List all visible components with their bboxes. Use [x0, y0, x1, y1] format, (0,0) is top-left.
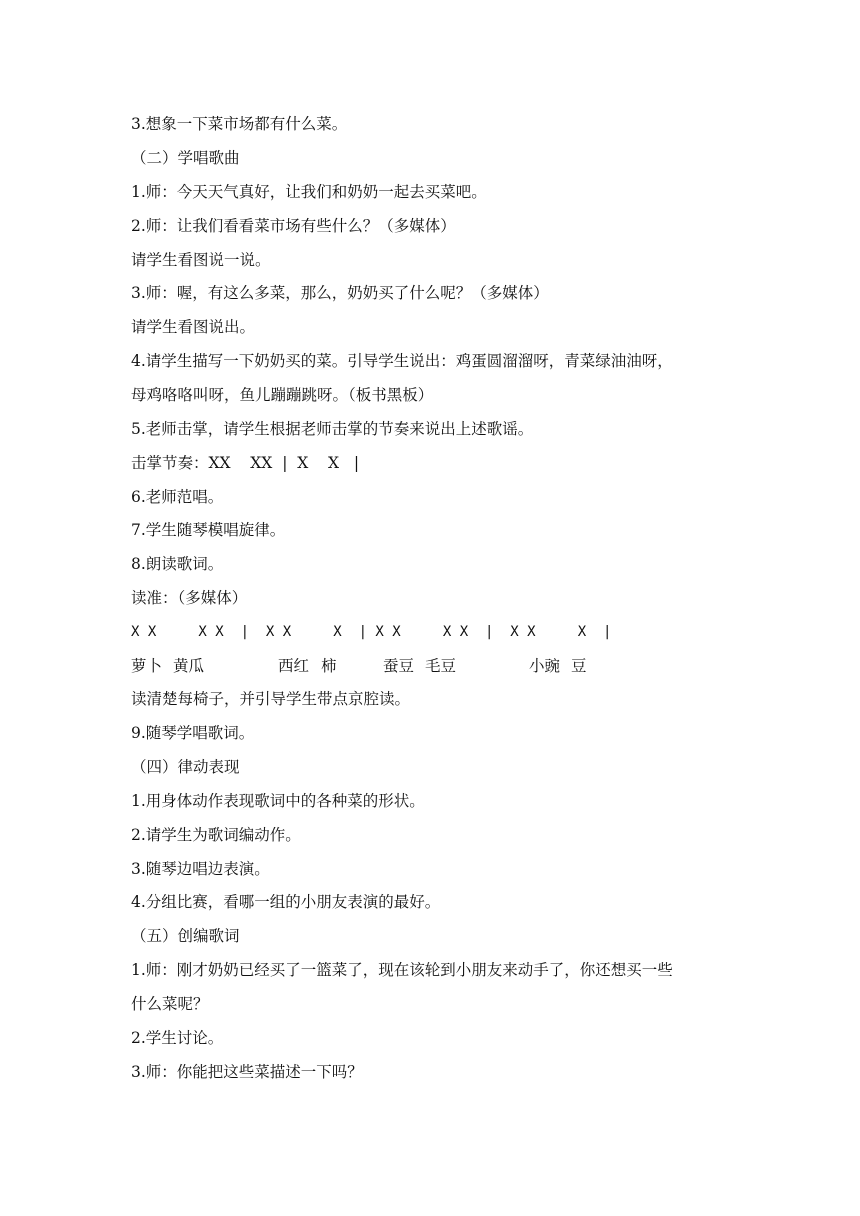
lyric-word: 豆 [571, 657, 587, 675]
text-line: 3.随琴边唱边表演。 [131, 860, 270, 878]
section-heading: （二）学唱歌曲 [131, 149, 240, 167]
text-line: 4.请学生描写一下奶奶买的菜。引导学生说出：鸡蛋圆溜溜呀，青菜绿油油呀， [131, 352, 673, 370]
text-line: 1.师：刚才奶奶已经买了一篮菜了，现在该轮到小朋友来动手了，你还想买一些 [131, 961, 673, 979]
lyric-word: 萝卜 [131, 657, 163, 675]
text-line: 1.用身体动作表现歌词中的各种菜的形状。 [131, 792, 425, 810]
text-line: 4.分组比赛，看哪一组的小朋友表演的最好。 [131, 893, 441, 911]
text-line: 9.随琴学唱歌词。 [131, 724, 255, 742]
lyrics-row [131, 656, 731, 676]
text-line: 3.师：喔，有这么多菜，那么，奶奶买了什么呢？（多媒体） [131, 284, 549, 302]
text-line: 2.师：让我们看看菜市场有些什么？（多媒体） [131, 217, 456, 235]
text-line: 请学生看图说一说。 [131, 251, 271, 269]
section-heading: （五）创编歌词 [131, 927, 240, 945]
rhythm-notation: X X X X | X X X | X X X X | X X X | [131, 624, 612, 640]
lyric-word: 西红 [278, 657, 310, 675]
lyric-word: 小豌 [529, 657, 561, 675]
text-line: 母鸡咯咯叫呀，鱼儿蹦蹦跳呀。（板书黑板） [131, 386, 434, 404]
text-line: 读清楚每椅子，并引导学生带点京腔读。 [131, 690, 411, 708]
text-line: 2.学生讨论。 [131, 1029, 224, 1047]
text-line: 7.学生随琴模唱旋律。 [131, 521, 286, 539]
section-heading: （四）律动表现 [131, 758, 240, 776]
text-line: 什么菜呢？ [131, 995, 209, 1013]
clap-rhythm-line: 击掌节奏：XX XX | X X | [131, 454, 360, 472]
text-line: 3.想象一下菜市场都有什么菜。 [131, 115, 348, 133]
lyric-word: 黄瓜 [173, 657, 205, 675]
text-line: 2.请学生为歌词编动作。 [131, 826, 301, 844]
lyric-word: 毛豆 [425, 657, 457, 675]
lyric-word: 柿 [321, 657, 337, 675]
text-line: 5.老师击掌，请学生根据老师击掌的节奏来说出上述歌谣。 [131, 420, 534, 438]
lyric-word: 蚕豆 [383, 657, 415, 675]
text-line: 3.师：你能把这些菜描述一下吗？ [131, 1063, 363, 1081]
text-line: 1.师：今天天气真好，让我们和奶奶一起去买菜吧。 [131, 183, 487, 201]
text-line: 6.老师范唱。 [131, 488, 224, 506]
text-line: 8.朗读歌词。 [131, 555, 224, 573]
text-line: 读准：（多媒体） [131, 589, 248, 607]
text-line: 请学生看图说出。 [131, 318, 256, 336]
